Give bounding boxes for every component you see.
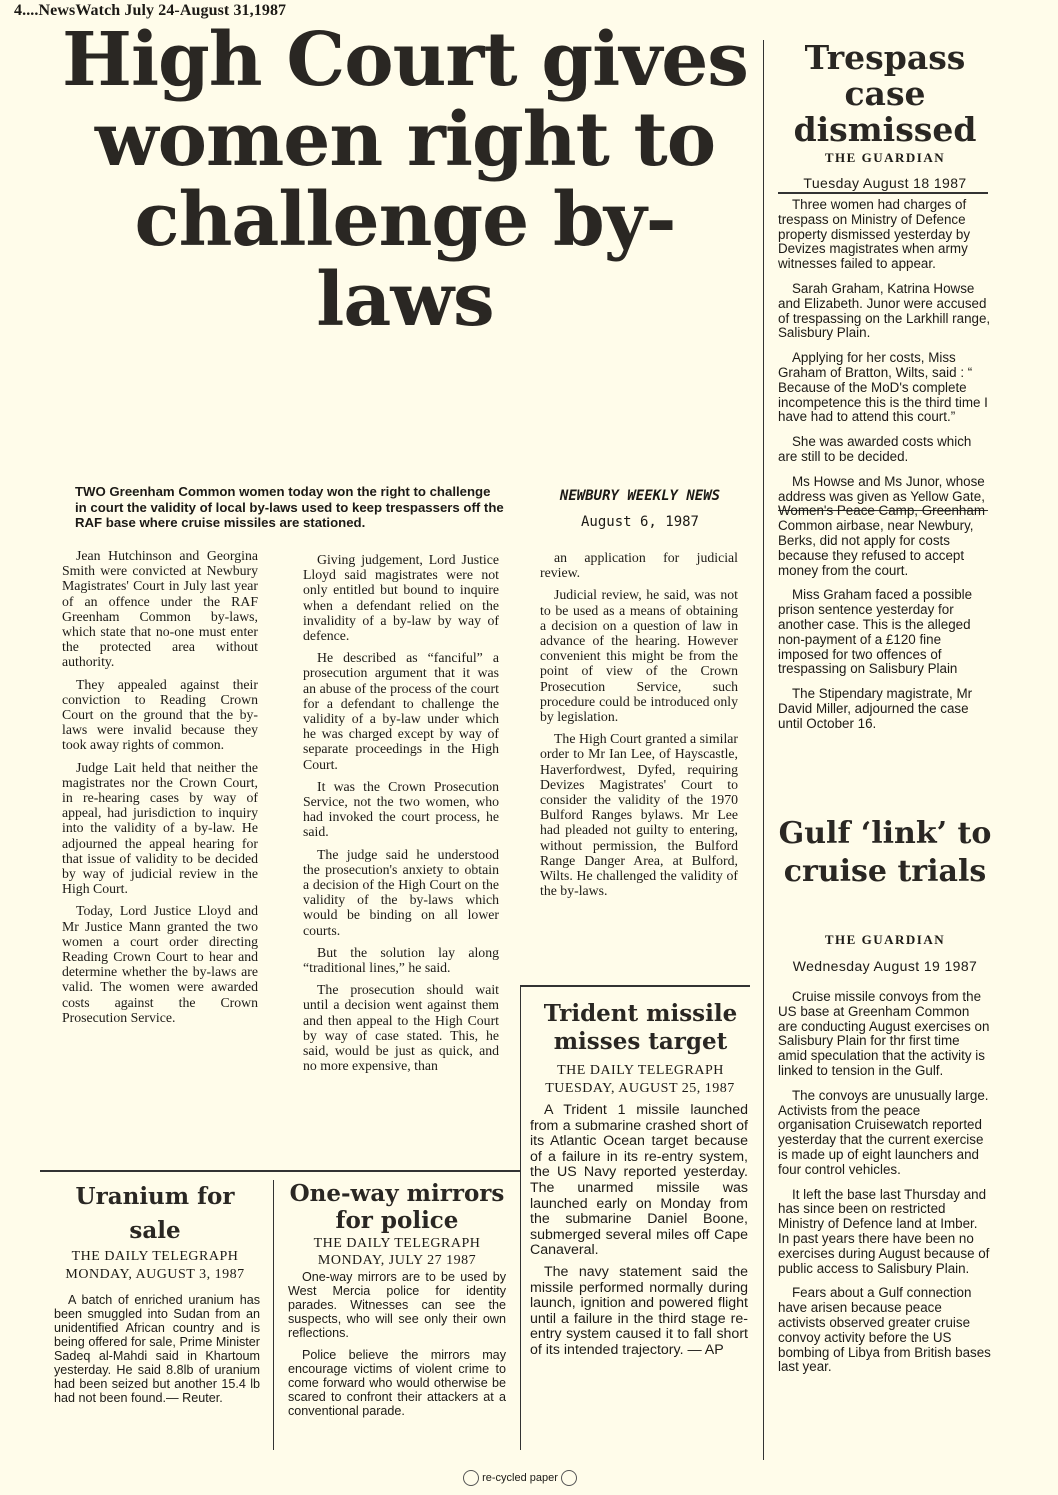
paragraph: A batch of enriched uranium has been smuggled into Sudan from an unidentified African country and is being offered for sale, Prime Minister Sadeq al-Mahdi said in Khartoum yesterday. He said 8.8lb of uranium had been seized but another 15.4 lb had not been found.— Reuter.	[54, 1293, 260, 1405]
mirrors-source: THE DAILY TELEGRAPH	[313, 1236, 481, 1251]
paragraph: Miss Graham faced a possible prison sentence yesterday for another case. This is the alleged non-payment of a £120 fine imposed for two offences of trespassing on Salisbury Plain	[778, 587, 973, 677]
paragraph: She was awarded costs which are still to be decided.	[778, 434, 972, 464]
trident-date: TUESDAY, AUGUST 25, 1987	[545, 1081, 735, 1096]
main-source: NEWBURY WEEKLY NEWS	[559, 488, 721, 504]
paragraph: The prosecution should wait until a decision went against them and then appeal to the High Court by way of case stated. This, he said, would be just as quick, and no more expensive, than	[303, 982, 499, 1074]
main-column-2	[303, 552, 499, 1081]
uranium-headline: Uranium for sale	[75, 1183, 235, 1244]
main-column-1	[62, 548, 258, 1032]
main-date: August 6, 1987	[580, 514, 699, 530]
trespass-body	[778, 198, 992, 742]
recycled-paper-note	[450, 1470, 590, 1486]
column-divider	[520, 985, 521, 1450]
paragraph: The judge said he understood the prosecution's anxiety to obtain a decision of the High Court on the validity of the by-laws which would be binding on all lower courts.	[303, 846, 499, 938]
uranium-source: THE DAILY TELEGRAPH	[71, 1249, 239, 1264]
masthead: 4....NewsWatch July 24-August 31,1987	[14, 2, 287, 19]
paragraph: Three women had charges of trespass on Ministry of Defence property dismissed yesterday by Devizes magistrates when army witnesses failed to appear.	[778, 197, 971, 272]
footer-text: re-cycled paper	[482, 1471, 558, 1484]
recycle-icon	[463, 1470, 479, 1486]
trident-headline: Trident missile misses target	[543, 1000, 738, 1055]
paragraph: Giving judgement, Lord Justice Lloyd said magistrates were not only entitled but bound to inquire when a defendant relied on the invalidity of a by-law by way of defence.	[303, 552, 499, 644]
paragraph: The navy statement said the missile performed normally during launch, ignition and powered flight until a failure in the third stage re-entry system caused it to fall short of its intended trajectory. — AP	[530, 1263, 748, 1358]
trident-body	[530, 1103, 748, 1365]
gulf-body	[778, 990, 992, 1385]
column-divider	[763, 40, 764, 1460]
trespass-headline: Trespass case dismissed	[793, 38, 977, 149]
gulf-source: THE GUARDIAN	[824, 932, 946, 947]
paragraph: One-way mirrors are to be used by West Mercia police for identity parades. Witnesses can see the suspects, who will see only their own reflections.	[288, 1270, 506, 1340]
main-column-3	[540, 550, 738, 905]
mirrors-headline: One-way mirrors for police	[289, 1180, 505, 1234]
paragraph: Judge Lait held that neither the magistrates nor the Crown Court, in re-hearing cases by way of appeal, had jurisdiction to inquiry into the validity of a by-law. He adjourned the appeal hearing for that issue of validity to be decided by way of judicial review in the High Court.	[62, 759, 258, 897]
paragraph: They appealed against their conviction to Reading Crown Court on the ground that the by-laws were invalid because they took away rights of common.	[62, 676, 258, 753]
uranium-date: MONDAY, AUGUST 3, 1987	[65, 1267, 245, 1282]
main-headline: High Court gives women right to challenge by-laws	[62, 17, 748, 343]
mirrors-date: MONDAY, JULY 27 1987	[317, 1253, 477, 1268]
mirrors-body	[288, 1270, 506, 1426]
paragraph: Applying for her costs, Miss Graham of Bratton, Wilts, said : “ Because of the MoD's complete incompetence this is the third time I have had to attend this court.”	[778, 350, 988, 425]
paragraph: an application for judicial review.	[540, 550, 738, 581]
paragraph: It was the Crown Prosecution Service, not the two women, who had invoked the court process, he said.	[303, 778, 499, 840]
paragraph: The Stipendary magistrate, Mr David Miller, adjourned the case until October 16.	[778, 686, 973, 731]
gulf-date: Wednesday August 19 1987	[792, 958, 978, 974]
paragraph: Ms Howse and Ms Junor, whose address was given as Yellow Gate, Women's Peace Camp, Greenham Common airbase, near Newbury, Berks, did not apply for costs because they refused to accept money from the court.	[778, 473, 985, 578]
recycle-icon	[561, 1470, 577, 1486]
uranium-body	[54, 1293, 260, 1413]
paragraph: Cruise missile convoys from the US base at Greenham Common are conducting August exercises on Salisbury Plain for thr first time amid speculation that the activity is linked to tension in the Gulf.	[778, 989, 990, 1078]
box-rule	[778, 192, 988, 194]
paragraph: The convoys are unusually large. Activists from the peace organisation Cruisewatch reported yesterday that the current exercise is made up of eight launchers and four control vehicles.	[778, 1087, 989, 1177]
paragraph: He described as “fanciful” a prosecution argument that it was an abuse of the process of the court for a defendant to challenge the validity of a by-law under which he was charged except by way of separate proceedings in the High Court.	[303, 650, 499, 772]
box-rule	[520, 985, 750, 987]
column-divider	[273, 1180, 274, 1450]
paragraph: Fears about a Gulf connection have arisen because peace activists observed greater cruise convoy activity before the US bombing of Libya from British bases last year.	[778, 1285, 991, 1375]
trident-source: THE DAILY TELEGRAPH	[557, 1063, 724, 1078]
paragraph: The High Court granted a similar order to Mr Ian Lee, of Hayscastle, Haverfordwest, Dyfed, requiring Devizes Magistrates' Court to consider the validity of the 1970 Bulford Ranges bylaws. Mr Lee had pleaded not guilty to entering, without permission, the Bulford Range Danger Area, at Bulford, Wilts. He challenged the validity of the by-laws.	[540, 731, 738, 899]
paragraph: Police believe the mirrors may encourage victims of violent crime to come forward who would otherwise be scared to confront their attackers at a conventional parade.	[288, 1348, 506, 1418]
trespass-source: THE GUARDIAN	[824, 150, 946, 165]
paragraph: Today, Lord Justice Lloyd and Mr Justice Mann granted the two women a court order directing Reading Crown Court to hear and determine whether the by-laws are valid. The women were awarded costs against the Crown Prosecution Service.	[62, 903, 258, 1025]
paragraph: Sarah Graham, Katrina Howse and Elizabeth. Junor were accused of trespassing on the Larkhill range, Salisbury Plain.	[778, 280, 991, 341]
paragraph: Jean Hutchinson and Georgina Smith were convicted at Newbury Magistrates' Court in July last year of an offence under the RAF Greenham Common by-laws, which state that no-one must enter the protected area without authority.	[62, 548, 258, 670]
box-rule	[40, 1170, 520, 1172]
gulf-headline: Gulf ‘link’ to cruise trials	[778, 816, 992, 889]
paragraph: But the solution lay along “traditional lines,” he said.	[303, 944, 499, 976]
trespass-date: Tuesday August 18 1987	[803, 175, 967, 191]
paragraph: It left the base last Thursday and has since been on restricted Ministry of Defence land at Imber. In past years there have been no exercises during August because of public access to Salisbury Plain.	[778, 1186, 990, 1276]
main-standfirst: TWO Greenham Common women today won the right to challenge in court the validity of local by-laws used to keep trespassers off the RAF base where cruise missiles are stationed.	[75, 484, 504, 530]
paragraph: A Trident 1 missile launched from a submarine crashed short of its Atlantic Ocean target because of a failure in its re-entry system, the US Navy reported yesterday. The unarmed missile was launched early on Monday from the submarine Daniel Boone, submerged several miles off Cape Canaveral.	[530, 1102, 748, 1259]
paragraph: Judicial review, he said, was not to be used as a means of obtaining a decision on a question of law in advance of the hearing. However convenient this might be from the point of view of the Crown Prosecution Service, such procedure could be introduced only by legislation.	[540, 587, 738, 725]
